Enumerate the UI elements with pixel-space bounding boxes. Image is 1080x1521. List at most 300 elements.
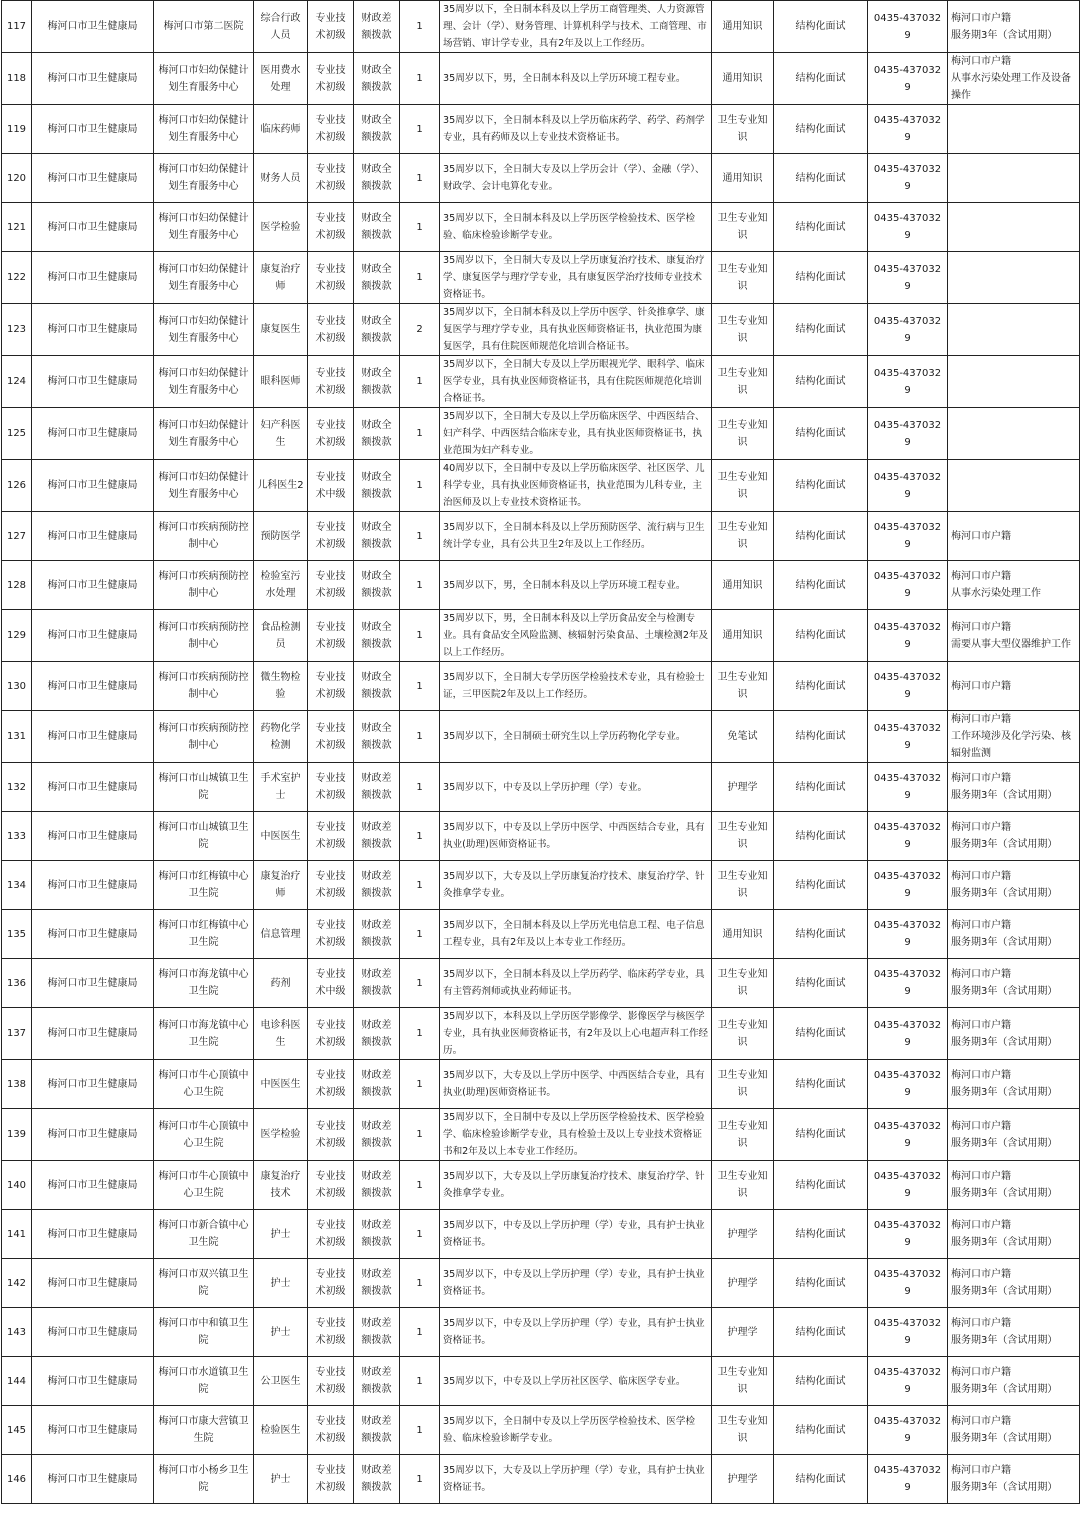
table-row (2, 1210, 1080, 1259)
table-row (2, 203, 1080, 252)
funding-type-cell: 财政差额拨款 (354, 1357, 400, 1406)
row-number-cell: 129 (2, 610, 32, 662)
department-cell: 梅河口市卫生健康局 (32, 408, 154, 460)
row-number-cell: 120 (2, 154, 32, 203)
written-exam-cell: 护理学 (712, 1210, 774, 1259)
employer-unit-cell: 梅河口市海龙镇中心卫生院 (154, 1008, 254, 1060)
remarks-cell: 梅河口市户籍 服务期3年（含试用期） (948, 910, 1080, 959)
hire-count-cell: 1 (400, 203, 440, 252)
post-name-cell: 食品检测员 (254, 610, 308, 662)
employer-unit-cell: 梅河口市妇幼保健计划生育服务中心 (154, 460, 254, 512)
post-category-cell: 专业技术初级 (308, 512, 354, 561)
requirements-cell: 35周岁以下，全日制中专及以上学历医学检验技术、医学检验、临床检验诊断学专业。 (440, 1406, 712, 1455)
written-exam-cell: 卫生专业知识 (712, 105, 774, 154)
written-exam-cell: 卫生专业知识 (712, 203, 774, 252)
employer-unit-cell: 梅河口市康大营镇卫生院 (154, 1406, 254, 1455)
row-number-cell: 126 (2, 460, 32, 512)
interview-type-cell: 结构化面试 (774, 1357, 868, 1406)
hire-count-cell: 1 (400, 1008, 440, 1060)
post-category-cell: 专业技术初级 (308, 1308, 354, 1357)
funding-type-cell: 财政差额拨款 (354, 1109, 400, 1161)
contact-phone-cell: 0435-4370329 (868, 1357, 948, 1406)
table-row (2, 1357, 1080, 1406)
hire-count-cell: 1 (400, 1455, 440, 1504)
contact-phone-cell: 0435-4370329 (868, 763, 948, 812)
row-number-cell: 122 (2, 252, 32, 304)
contact-phone-cell: 0435-4370329 (868, 1109, 948, 1161)
remarks-cell: 梅河口市户籍 服务期3年（含试用期） (948, 1, 1080, 53)
table-row (2, 1161, 1080, 1210)
department-cell: 梅河口市卫生健康局 (32, 910, 154, 959)
hire-count-cell: 1 (400, 711, 440, 763)
written-exam-cell: 卫生专业知识 (712, 1406, 774, 1455)
employer-unit-cell: 梅河口市山城镇卫生院 (154, 763, 254, 812)
department-cell: 梅河口市卫生健康局 (32, 812, 154, 861)
contact-phone-cell: 0435-4370329 (868, 105, 948, 154)
post-category-cell: 专业技术初级 (308, 812, 354, 861)
remarks-cell (948, 105, 1080, 154)
requirements-cell: 35周岁以下，全日制大专及以上学历眼视光学、眼科学、临床医学专业，具有执业医师资格证书，具有住院医师规范化培训合格证书。 (440, 356, 712, 408)
post-name-cell: 眼科医师 (254, 356, 308, 408)
table-body (2, 1, 1080, 1504)
hire-count-cell: 1 (400, 610, 440, 662)
employer-unit-cell: 梅河口市妇幼保健计划生育服务中心 (154, 252, 254, 304)
requirements-cell: 35周岁以下，男，全日制本科及以上学历食品安全与检测专业。具有食品安全风险监测、核辐射污染食品、土壤检测2年及以上工作经历。 (440, 610, 712, 662)
department-cell: 梅河口市卫生健康局 (32, 1455, 154, 1504)
table-row (2, 252, 1080, 304)
hire-count-cell: 1 (400, 252, 440, 304)
row-number-cell: 140 (2, 1161, 32, 1210)
employer-unit-cell: 梅河口市牛心顶镇中心卫生院 (154, 1161, 254, 1210)
table-row (2, 1008, 1080, 1060)
requirements-cell: 35周岁以下，全日制硕士研究生以上学历药物化学专业。 (440, 711, 712, 763)
table-row (2, 959, 1080, 1008)
funding-type-cell: 财政全额拨款 (354, 304, 400, 356)
written-exam-cell: 通用知识 (712, 561, 774, 610)
department-cell: 梅河口市卫生健康局 (32, 561, 154, 610)
interview-type-cell: 结构化面试 (774, 1210, 868, 1259)
remarks-cell (948, 460, 1080, 512)
funding-type-cell: 财政全额拨款 (354, 252, 400, 304)
requirements-cell: 35周岁以下，大专及以上学历康复治疗技术、康复治疗学、针灸推拿学专业。 (440, 861, 712, 910)
row-number-cell: 139 (2, 1109, 32, 1161)
requirements-cell: 35周岁以下，男，全日制本科及以上学历环境工程专业。 (440, 53, 712, 105)
post-name-cell: 护士 (254, 1210, 308, 1259)
post-name-cell: 药物化学检测 (254, 711, 308, 763)
interview-type-cell: 结构化面试 (774, 460, 868, 512)
hire-count-cell: 1 (400, 356, 440, 408)
post-name-cell: 财务人员 (254, 154, 308, 203)
funding-type-cell: 财政全额拨款 (354, 356, 400, 408)
written-exam-cell: 通用知识 (712, 910, 774, 959)
employer-unit-cell: 梅河口市妇幼保健计划生育服务中心 (154, 154, 254, 203)
requirements-cell: 35周岁以下，中专及以上学历护理（学）专业。 (440, 763, 712, 812)
employer-unit-cell: 梅河口市妇幼保健计划生育服务中心 (154, 408, 254, 460)
interview-type-cell: 结构化面试 (774, 53, 868, 105)
contact-phone-cell: 0435-4370329 (868, 910, 948, 959)
contact-phone-cell: 0435-4370329 (868, 1161, 948, 1210)
table-row (2, 53, 1080, 105)
employer-unit-cell: 梅河口市牛心顶镇中心卫生院 (154, 1109, 254, 1161)
written-exam-cell: 卫生专业知识 (712, 1161, 774, 1210)
department-cell: 梅河口市卫生健康局 (32, 763, 154, 812)
interview-type-cell: 结构化面试 (774, 910, 868, 959)
hire-count-cell: 1 (400, 1357, 440, 1406)
written-exam-cell: 卫生专业知识 (712, 1109, 774, 1161)
department-cell: 梅河口市卫生健康局 (32, 1259, 154, 1308)
contact-phone-cell: 0435-4370329 (868, 662, 948, 711)
table-row (2, 1406, 1080, 1455)
requirements-cell: 35周岁以下，全日制本科及以上学历工商管理类、人力资源管理、会计（学）、财务管理、计算机科学与技术、工商管理、市场营销、审计学专业，具有2年及以上工作经历。 (440, 1, 712, 53)
row-number-cell: 132 (2, 763, 32, 812)
written-exam-cell: 卫生专业知识 (712, 812, 774, 861)
row-number-cell: 130 (2, 662, 32, 711)
requirements-cell: 35周岁以下，全日制本科及以上学历医学检验技术、医学检验、临床检验诊断学专业。 (440, 203, 712, 252)
requirements-cell: 35周岁以下，男，全日制本科及以上学历环境工程专业。 (440, 561, 712, 610)
funding-type-cell: 财政差额拨款 (354, 1161, 400, 1210)
employer-unit-cell: 梅河口市疾病预防控制中心 (154, 662, 254, 711)
remarks-cell (948, 252, 1080, 304)
table-row (2, 610, 1080, 662)
post-name-cell: 公卫医生 (254, 1357, 308, 1406)
post-category-cell: 专业技术初级 (308, 1, 354, 53)
post-name-cell: 中医医生 (254, 1060, 308, 1109)
contact-phone-cell: 0435-4370329 (868, 1259, 948, 1308)
employer-unit-cell: 梅河口市妇幼保健计划生育服务中心 (154, 105, 254, 154)
hire-count-cell: 1 (400, 861, 440, 910)
requirements-cell: 35周岁以下，全日制本科及以上学历预防医学、流行病与卫生统计学专业，具有公共卫生2年及以上工作经历。 (440, 512, 712, 561)
post-name-cell: 医学检验 (254, 203, 308, 252)
requirements-cell: 35周岁以下，全日制大专及以上学历临床医学、中西医结合、妇产科学、中西医结合临床专业，具有执业医师资格证书，执业范围为妇产科专业。 (440, 408, 712, 460)
hire-count-cell: 1 (400, 662, 440, 711)
row-number-cell: 136 (2, 959, 32, 1008)
employer-unit-cell: 梅河口市妇幼保健计划生育服务中心 (154, 304, 254, 356)
requirements-cell: 35周岁以下，大专及以上学历中医学、中西医结合专业，具有执业(助理)医师资格证书。 (440, 1060, 712, 1109)
table-row (2, 561, 1080, 610)
interview-type-cell: 结构化面试 (774, 1109, 868, 1161)
contact-phone-cell: 0435-4370329 (868, 203, 948, 252)
hire-count-cell: 1 (400, 154, 440, 203)
department-cell: 梅河口市卫生健康局 (32, 1308, 154, 1357)
table-row (2, 304, 1080, 356)
remarks-cell: 梅河口市户籍 服务期3年（含试用期） (948, 1357, 1080, 1406)
department-cell: 梅河口市卫生健康局 (32, 662, 154, 711)
hire-count-cell: 1 (400, 512, 440, 561)
remarks-cell: 梅河口市户籍 工作环境涉及化学污染、核辐射监测 (948, 711, 1080, 763)
table-row (2, 1455, 1080, 1504)
hire-count-cell: 1 (400, 1109, 440, 1161)
row-number-cell: 146 (2, 1455, 32, 1504)
written-exam-cell: 免笔试 (712, 711, 774, 763)
hire-count-cell: 1 (400, 460, 440, 512)
written-exam-cell: 通用知识 (712, 1, 774, 53)
department-cell: 梅河口市卫生健康局 (32, 861, 154, 910)
post-category-cell: 专业技术初级 (308, 1008, 354, 1060)
employer-unit-cell: 梅河口市疾病预防控制中心 (154, 711, 254, 763)
table-row (2, 512, 1080, 561)
post-category-cell: 专业技术初级 (308, 53, 354, 105)
funding-type-cell: 财政全额拨款 (354, 203, 400, 252)
requirements-cell: 35周岁以下，大专及以上学历康复治疗技术、康复治疗学、针灸推拿学专业。 (440, 1161, 712, 1210)
requirements-cell: 35周岁以下，本科及以上学历医学影像学、影像医学与核医学专业，具有执业医师资格证书，有2年及以上心电超声科工作经历。 (440, 1008, 712, 1060)
table-row (2, 662, 1080, 711)
interview-type-cell: 结构化面试 (774, 356, 868, 408)
post-name-cell: 妇产科医生 (254, 408, 308, 460)
department-cell: 梅河口市卫生健康局 (32, 711, 154, 763)
department-cell: 梅河口市卫生健康局 (32, 356, 154, 408)
row-number-cell: 134 (2, 861, 32, 910)
department-cell: 梅河口市卫生健康局 (32, 959, 154, 1008)
post-name-cell: 康复医生 (254, 304, 308, 356)
funding-type-cell: 财政差额拨款 (354, 1455, 400, 1504)
contact-phone-cell: 0435-4370329 (868, 460, 948, 512)
post-name-cell: 检验医生 (254, 1406, 308, 1455)
post-name-cell: 预防医学 (254, 512, 308, 561)
funding-type-cell: 财政差额拨款 (354, 959, 400, 1008)
post-category-cell: 专业技术初级 (308, 203, 354, 252)
employer-unit-cell: 梅河口市红梅镇中心卫生院 (154, 910, 254, 959)
written-exam-cell: 通用知识 (712, 610, 774, 662)
funding-type-cell: 财政差额拨款 (354, 910, 400, 959)
post-category-cell: 专业技术初级 (308, 910, 354, 959)
interview-type-cell: 结构化面试 (774, 1259, 868, 1308)
funding-type-cell: 财政全额拨款 (354, 610, 400, 662)
written-exam-cell: 卫生专业知识 (712, 1357, 774, 1406)
hire-count-cell: 1 (400, 763, 440, 812)
interview-type-cell: 结构化面试 (774, 252, 868, 304)
remarks-cell: 梅河口市户籍 需要从事大型仪器维护工作 (948, 610, 1080, 662)
post-name-cell: 综合行政人员 (254, 1, 308, 53)
remarks-cell: 梅河口市户籍 服务期3年（含试用期） (948, 1008, 1080, 1060)
recruitment-table (1, 0, 1080, 1504)
post-category-cell: 专业技术初级 (308, 252, 354, 304)
employer-unit-cell: 梅河口市新合镇中心卫生院 (154, 1210, 254, 1259)
hire-count-cell: 1 (400, 408, 440, 460)
requirements-cell: 35周岁以下，全日制大专学历医学检验技术专业，具有检验士证，三甲医院2年及以上工作经历。 (440, 662, 712, 711)
contact-phone-cell: 0435-4370329 (868, 53, 948, 105)
written-exam-cell: 卫生专业知识 (712, 408, 774, 460)
row-number-cell: 124 (2, 356, 32, 408)
requirements-cell: 35周岁以下，全日制本科及以上学历药学、临床药学专业，具有主管药剂师或执业药师证书。 (440, 959, 712, 1008)
row-number-cell: 118 (2, 53, 32, 105)
post-category-cell: 专业技术初级 (308, 1109, 354, 1161)
table-row (2, 763, 1080, 812)
hire-count-cell: 1 (400, 910, 440, 959)
funding-type-cell: 财政差额拨款 (354, 1060, 400, 1109)
interview-type-cell: 结构化面试 (774, 1060, 868, 1109)
table-row (2, 105, 1080, 154)
funding-type-cell: 财政全额拨款 (354, 460, 400, 512)
department-cell: 梅河口市卫生健康局 (32, 1161, 154, 1210)
table-row (2, 460, 1080, 512)
post-category-cell: 专业技术初级 (308, 1357, 354, 1406)
table-row (2, 154, 1080, 203)
employer-unit-cell: 梅河口市水道镇卫生院 (154, 1357, 254, 1406)
interview-type-cell: 结构化面试 (774, 154, 868, 203)
interview-type-cell: 结构化面试 (774, 203, 868, 252)
department-cell: 梅河口市卫生健康局 (32, 105, 154, 154)
hire-count-cell: 1 (400, 1210, 440, 1259)
post-name-cell: 微生物检验 (254, 662, 308, 711)
row-number-cell: 119 (2, 105, 32, 154)
remarks-cell: 梅河口市户籍 从事水污染处理工作及设备操作 (948, 53, 1080, 105)
remarks-cell: 梅河口市户籍 服务期3年（含试用期） (948, 1308, 1080, 1357)
department-cell: 梅河口市卫生健康局 (32, 610, 154, 662)
post-name-cell: 康复治疗师 (254, 861, 308, 910)
remarks-cell: 梅河口市户籍 服务期3年（含试用期） (948, 812, 1080, 861)
contact-phone-cell: 0435-4370329 (868, 1060, 948, 1109)
employer-unit-cell: 梅河口市疾病预防控制中心 (154, 610, 254, 662)
remarks-cell (948, 408, 1080, 460)
interview-type-cell: 结构化面试 (774, 1, 868, 53)
remarks-cell: 梅河口市户籍 从事水污染处理工作 (948, 561, 1080, 610)
remarks-cell: 梅河口市户籍 (948, 512, 1080, 561)
contact-phone-cell: 0435-4370329 (868, 861, 948, 910)
written-exam-cell: 卫生专业知识 (712, 1060, 774, 1109)
remarks-cell: 梅河口市户籍 服务期3年（含试用期） (948, 763, 1080, 812)
employer-unit-cell: 梅河口市海龙镇中心卫生院 (154, 959, 254, 1008)
department-cell: 梅河口市卫生健康局 (32, 1406, 154, 1455)
contact-phone-cell: 0435-4370329 (868, 1455, 948, 1504)
department-cell: 梅河口市卫生健康局 (32, 203, 154, 252)
post-category-cell: 专业技术初级 (308, 763, 354, 812)
contact-phone-cell: 0435-4370329 (868, 1406, 948, 1455)
table-row (2, 910, 1080, 959)
contact-phone-cell: 0435-4370329 (868, 959, 948, 1008)
employer-unit-cell: 梅河口市妇幼保健计划生育服务中心 (154, 53, 254, 105)
post-name-cell: 儿科医生2 (254, 460, 308, 512)
post-category-cell: 专业技术中级 (308, 959, 354, 1008)
funding-type-cell: 财政全额拨款 (354, 105, 400, 154)
post-name-cell: 康复治疗技术 (254, 1161, 308, 1210)
department-cell: 梅河口市卫生健康局 (32, 512, 154, 561)
written-exam-cell: 卫生专业知识 (712, 1008, 774, 1060)
hire-count-cell: 1 (400, 1406, 440, 1455)
employer-unit-cell: 梅河口市疾病预防控制中心 (154, 561, 254, 610)
post-category-cell: 专业技术初级 (308, 1455, 354, 1504)
contact-phone-cell: 0435-4370329 (868, 812, 948, 861)
contact-phone-cell: 0435-4370329 (868, 1308, 948, 1357)
remarks-cell: 梅河口市户籍 服务期3年（含试用期） (948, 1210, 1080, 1259)
funding-type-cell: 财政全额拨款 (354, 408, 400, 460)
post-category-cell: 专业技术初级 (308, 711, 354, 763)
department-cell: 梅河口市卫生健康局 (32, 1109, 154, 1161)
employer-unit-cell: 梅河口市疾病预防控制中心 (154, 512, 254, 561)
department-cell: 梅河口市卫生健康局 (32, 1357, 154, 1406)
remarks-cell: 梅河口市户籍 (948, 662, 1080, 711)
post-category-cell: 专业技术初级 (308, 304, 354, 356)
written-exam-cell: 卫生专业知识 (712, 861, 774, 910)
funding-type-cell: 财政差额拨款 (354, 763, 400, 812)
post-category-cell: 专业技术初级 (308, 662, 354, 711)
hire-count-cell: 1 (400, 812, 440, 861)
employer-unit-cell: 梅河口市山城镇卫生院 (154, 812, 254, 861)
interview-type-cell: 结构化面试 (774, 1161, 868, 1210)
post-name-cell: 中医医生 (254, 812, 308, 861)
post-name-cell: 护士 (254, 1308, 308, 1357)
hire-count-cell: 2 (400, 304, 440, 356)
table-row (2, 1308, 1080, 1357)
row-number-cell: 137 (2, 1008, 32, 1060)
post-name-cell: 医学检验 (254, 1109, 308, 1161)
hire-count-cell: 1 (400, 1259, 440, 1308)
post-name-cell: 药剂 (254, 959, 308, 1008)
contact-phone-cell: 0435-4370329 (868, 1, 948, 53)
contact-phone-cell: 0435-4370329 (868, 1210, 948, 1259)
employer-unit-cell: 梅河口市妇幼保健计划生育服务中心 (154, 356, 254, 408)
interview-type-cell: 结构化面试 (774, 105, 868, 154)
department-cell: 梅河口市卫生健康局 (32, 1060, 154, 1109)
interview-type-cell: 结构化面试 (774, 959, 868, 1008)
written-exam-cell: 卫生专业知识 (712, 304, 774, 356)
table-row (2, 861, 1080, 910)
funding-type-cell: 财政差额拨款 (354, 1, 400, 53)
remarks-cell: 梅河口市户籍 服务期3年（含试用期） (948, 1406, 1080, 1455)
interview-type-cell: 结构化面试 (774, 861, 868, 910)
row-number-cell: 131 (2, 711, 32, 763)
employer-unit-cell: 梅河口市妇幼保健计划生育服务中心 (154, 203, 254, 252)
funding-type-cell: 财政全额拨款 (354, 154, 400, 203)
requirements-cell: 35周岁以下，中专及以上学历社区医学、临床医学专业。 (440, 1357, 712, 1406)
post-name-cell: 信息管理 (254, 910, 308, 959)
post-category-cell: 专业技术初级 (308, 861, 354, 910)
row-number-cell: 121 (2, 203, 32, 252)
contact-phone-cell: 0435-4370329 (868, 1008, 948, 1060)
interview-type-cell: 结构化面试 (774, 304, 868, 356)
contact-phone-cell: 0435-4370329 (868, 252, 948, 304)
post-category-cell: 专业技术初级 (308, 408, 354, 460)
post-name-cell: 医用费水处理 (254, 53, 308, 105)
post-category-cell: 专业技术初级 (308, 1210, 354, 1259)
written-exam-cell: 通用知识 (712, 53, 774, 105)
funding-type-cell: 财政差额拨款 (354, 1210, 400, 1259)
hire-count-cell: 1 (400, 1161, 440, 1210)
written-exam-cell: 护理学 (712, 1455, 774, 1504)
funding-type-cell: 财政差额拨款 (354, 812, 400, 861)
post-name-cell: 康复治疗师 (254, 252, 308, 304)
row-number-cell: 141 (2, 1210, 32, 1259)
department-cell: 梅河口市卫生健康局 (32, 304, 154, 356)
funding-type-cell: 财政全额拨款 (354, 711, 400, 763)
hire-count-cell: 1 (400, 1060, 440, 1109)
post-category-cell: 专业技术初级 (308, 1060, 354, 1109)
row-number-cell: 143 (2, 1308, 32, 1357)
table-row (2, 1060, 1080, 1109)
post-category-cell: 专业技术初级 (308, 610, 354, 662)
row-number-cell: 127 (2, 512, 32, 561)
requirements-cell: 35周岁以下，中专及以上学历护理（学）专业，具有护士执业资格证书。 (440, 1259, 712, 1308)
post-name-cell: 电诊科医生 (254, 1008, 308, 1060)
interview-type-cell: 结构化面试 (774, 812, 868, 861)
funding-type-cell: 财政差额拨款 (354, 1259, 400, 1308)
row-number-cell: 144 (2, 1357, 32, 1406)
funding-type-cell: 财政全额拨款 (354, 662, 400, 711)
interview-type-cell: 结构化面试 (774, 408, 868, 460)
hire-count-cell: 1 (400, 959, 440, 1008)
funding-type-cell: 财政全额拨款 (354, 53, 400, 105)
post-name-cell: 手术室护士 (254, 763, 308, 812)
interview-type-cell: 结构化面试 (774, 1008, 868, 1060)
interview-type-cell: 结构化面试 (774, 763, 868, 812)
written-exam-cell: 卫生专业知识 (712, 460, 774, 512)
written-exam-cell: 护理学 (712, 1308, 774, 1357)
interview-type-cell: 结构化面试 (774, 561, 868, 610)
table-row (2, 1259, 1080, 1308)
written-exam-cell: 卫生专业知识 (712, 959, 774, 1008)
requirements-cell: 40周岁以下，全日制中专及以上学历临床医学、社区医学、儿科学专业，具有执业医师资格证书，执业范围为儿科专业，主治医师及以上专业技术资格证书。 (440, 460, 712, 512)
employer-unit-cell: 梅河口市小杨乡卫生院 (154, 1455, 254, 1504)
remarks-cell (948, 154, 1080, 203)
